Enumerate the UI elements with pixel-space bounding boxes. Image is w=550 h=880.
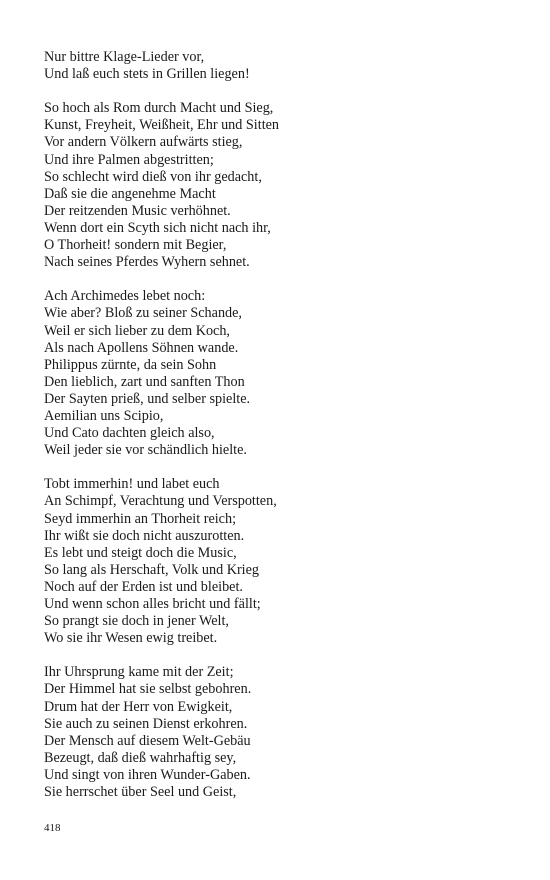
poem-line: Wo sie ihr Wesen ewig treibet. [44,630,218,647]
poem-line: So schlecht wird dieß von ihr gedacht, [44,168,262,185]
stanza [44,664,524,801]
poem-line: Philippus zürnte, da sein Sohn [44,356,217,373]
stanza [44,100,524,271]
poem-line: Ach Archimedes lebet noch: [44,288,206,305]
poem-line: Es lebt und steigt doch die Music, [44,544,237,561]
poem-line: Sie auch zu seinen Dienst erkohren. [44,715,248,732]
poem-line: Und Cato dachten gleich also, [44,425,215,442]
poem-line: O Thorheit! sondern mit Begier, [44,237,227,254]
poem-line: Nur bittre Klage-Lieder vor, [44,49,205,65]
poem-line: Den lieblich, zart und sanften Thon [44,373,245,390]
poem-line: Und laß euch stets in Grillen liegen! [44,66,250,83]
poem-line: Sie herrschet über Seel und Geist, [44,784,237,801]
stanza [44,288,524,459]
poem-line: Drum hat der Herr von Ewigkeit, [44,698,233,715]
poem-line: Vor andern Völkern aufwärts stieg, [44,134,243,151]
poem-line: Der Mensch auf diesem Welt-Gebäu [44,732,251,749]
poem-line: Wie aber? Bloß zu seiner Schande, [44,305,242,322]
poem-line: Weil er sich lieber zu dem Koch, [44,322,230,339]
poem-line: Der reitzenden Music verhöhnet. [44,202,231,219]
poem-line: Noch auf der Erden ist und bleibet. [44,578,243,595]
poem-line: Der Sayten prieß, und selber spielte. [44,390,251,407]
poem-line: Und singt von ihren Wunder-Gaben. [44,766,251,783]
poem-line: Wenn dort ein Scyth sich nicht nach ihr, [44,219,271,236]
page-number: 418 [44,822,61,834]
poem-line: So prangt sie doch in jener Welt, [44,613,229,630]
poem-line: An Schimpf, Verachtung und Verspotten, [44,493,277,510]
stanza [44,49,524,83]
poem-line: Ihr wißt sie doch nicht auszurotten. [44,527,245,544]
poem-line: So lang als Herschaft, Volk und Krieg [44,561,260,578]
poem-line: Kunst, Freyheit, Weißheit, Ehr und Sitten [44,117,280,134]
poem-line: Tobt immerhin! und labet euch [44,476,220,493]
poem-line: Seyd immerhin an Thorheit reich; [44,510,237,527]
poem-line: Und wenn schon alles bricht und fällt; [44,596,261,612]
poem-line: Nach seines Pferdes Wyhern sehnet. [44,254,250,271]
poem-text [44,49,524,801]
stanza [44,476,524,647]
poem-line: Als nach Apollens Söhnen wande. [44,339,239,356]
poem-line: So hoch als Rom durch Macht und Sieg, [44,100,274,117]
poem-line: Der Himmel hat sie selbst gebohren. [44,681,252,698]
poem-line: Bezeugt, daß dieß wahrhaftig sey, [44,749,237,766]
poem-line: Aemilian uns Scipio, [44,407,164,424]
poem-line: Und ihre Palmen abgestritten; [44,151,214,168]
poem-line: Ihr Uhrsprung kame mit der Zeit; [44,664,234,681]
poem-line: Daß sie die angenehme Macht [44,185,216,202]
poem-line: Weil jeder sie vor schändlich hielte. [44,442,247,459]
